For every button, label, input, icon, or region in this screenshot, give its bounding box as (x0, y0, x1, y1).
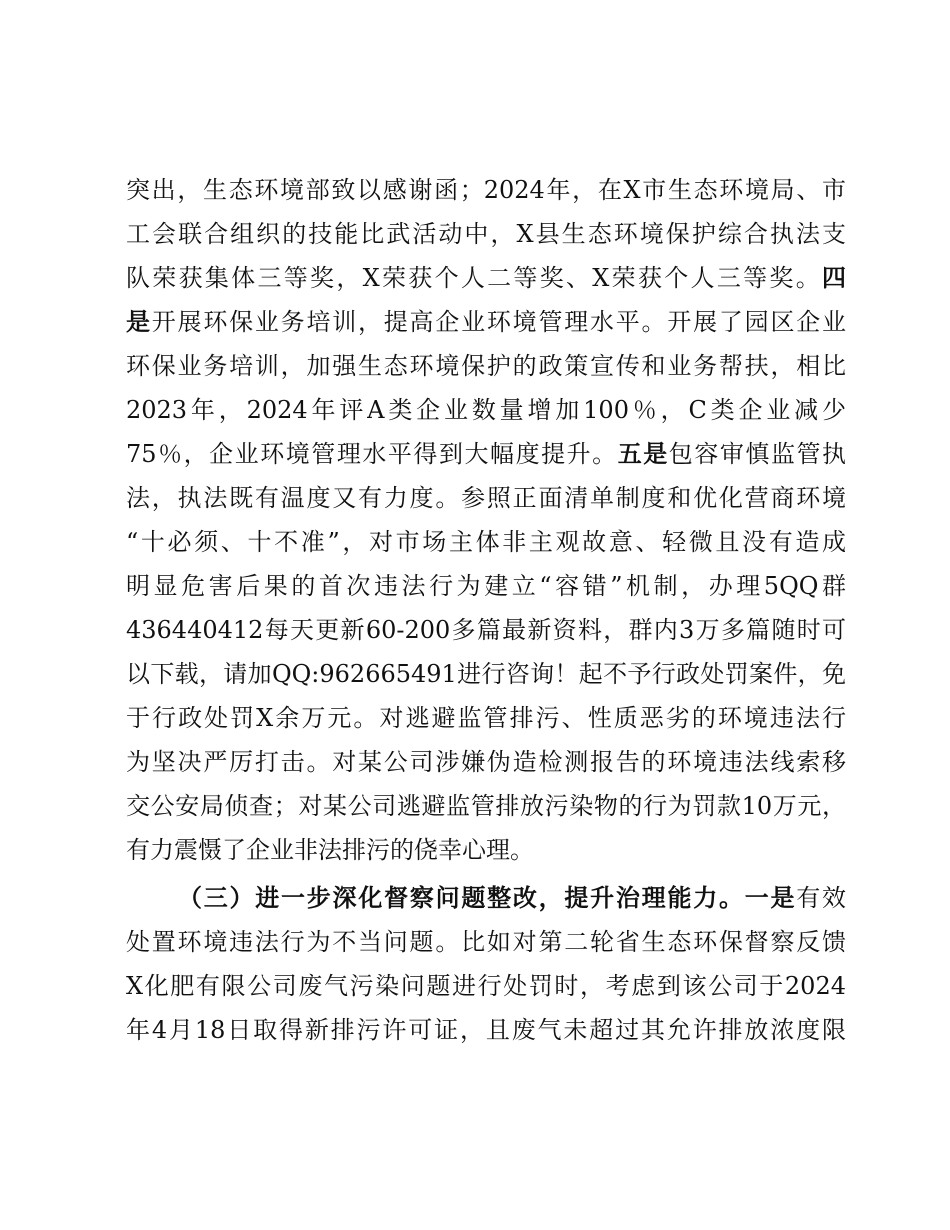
text-line: 突出，生态环境部致以感谢函；2024年，在X市生态环境局、市 (126, 176, 846, 204)
text-line: 工会联合组织的技能比武活动中，X县生态环境保护综合执法支 (126, 220, 846, 248)
text-line: 队荣获集体三等奖，X荣获个人二等奖、X荣获个人三等奖。四 (126, 263, 846, 292)
text-line: 有力震慑了企业非法排污的侥幸心理。 (126, 836, 534, 864)
bold-lead: 是 (126, 307, 152, 336)
text-line: 是开展环保业务培训，提高企业环境管理水平。开展了园区企业 (126, 307, 847, 336)
text-line: 法，执法既有温度又有力度。参照正面清单制度和优化营商环境 (126, 484, 846, 512)
text-line: 环保业务培训，加强生态环境保护的政策宣传和业务帮扶，相比 (126, 352, 846, 380)
text-line: “十必须、十不准”，对市场主体非主观故意、轻微且没有造成 (126, 528, 846, 556)
text-line: 年4月18日取得新排污许可证，且废气未超过其允许排放浓度限 (126, 1016, 846, 1044)
text-line: 为坚决严厉打击。对某公司涉嫌伪造检测报告的环境违法线索移 (126, 748, 846, 776)
bold-lead: 四 (822, 263, 846, 292)
text-line: 于行政处罚X余万元。对逃避监管排污、性质恶劣的环境违法行 (126, 704, 846, 732)
bold-lead: 五是 (617, 439, 669, 468)
text-line: X化肥有限公司废气污染问题进行处罚时，考虑到该公司于2024 (126, 972, 846, 1000)
text-line: 明显危害后果的首次违法行为建立“容错”机制，办理5QQ群 (126, 572, 846, 600)
text-line: 75％，企业环境管理水平得到大幅度提升。五是包容审慎监管执 (126, 439, 847, 468)
section-heading: （三）进一步深化督察问题整改，提升治理能力。一是 (178, 883, 797, 912)
text-line: 436440412每天更新60-200多篇最新资料，群内3万多篇随时可 (126, 616, 846, 644)
text-line: 以下载，请加QQ:962665491进行咨询！起不予行政处罚案件，免 (126, 660, 846, 688)
text-line: 交公安局侦查；对某公司逃避监管排放污染物的行为罚款10万元， (126, 792, 846, 820)
text-line: 处置环境违法行为不当问题。比如对第二轮省生态环保督察反馈 (126, 928, 846, 956)
section-heading-line: （三）进一步深化督察问题整改，提升治理能力。一是有效 (178, 883, 847, 912)
text-line: 2023年，2024年评A类企业数量增加100％，C类企业减少 (126, 396, 846, 424)
